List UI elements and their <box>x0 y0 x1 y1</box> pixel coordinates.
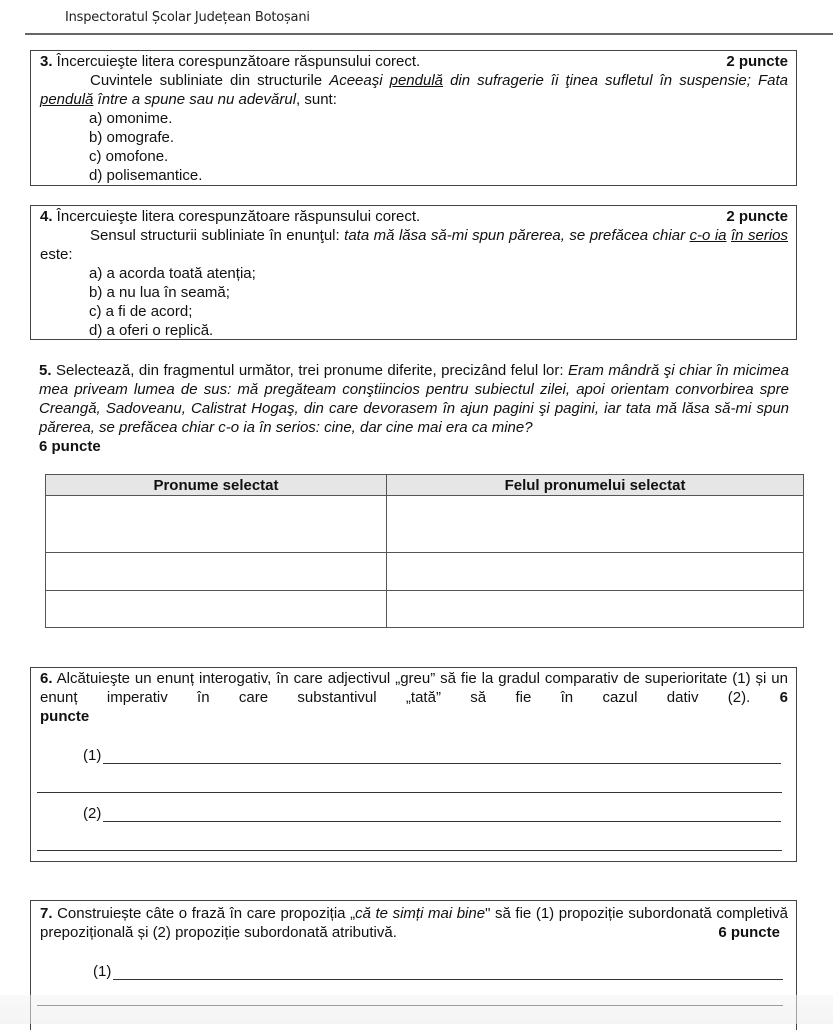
answer-label-1: (1) <box>93 963 112 980</box>
pronoun-type-cell[interactable] <box>387 496 804 553</box>
pronoun-cell[interactable] <box>46 591 387 628</box>
table-row <box>46 591 804 628</box>
question-4-box <box>30 205 797 340</box>
option-d[interactable]: d) a oferi o replică. <box>89 322 214 339</box>
table-row <box>46 553 804 591</box>
pronoun-type-cell[interactable] <box>387 553 804 591</box>
answer-line-2b[interactable] <box>37 850 782 851</box>
question-3-box <box>30 50 797 186</box>
pronoun-cell[interactable] <box>46 496 387 553</box>
question-7-text: 7. Construiește câte o frază în care propoziția „că te simți mai bine" să fie (1) propoziție subordonată completivă prepozițională și (2) propoziție subordonată atributivă. <box>40 905 789 941</box>
answer-line-1b[interactable] <box>37 792 782 793</box>
question-4-points: 2 puncte <box>726 208 788 225</box>
pronoun-type-cell[interactable] <box>387 591 804 628</box>
question-3-header <box>40 52 788 71</box>
answer-line-1a[interactable] <box>103 763 781 764</box>
question-4-header <box>40 207 788 226</box>
answer-label-1: (1) <box>83 747 102 764</box>
header-divider <box>25 33 833 35</box>
option-a[interactable]: a) omonime. <box>89 110 173 127</box>
question-3-points: 2 puncte <box>726 53 788 70</box>
question-5-text: 5. Selectează, din fragmentul următor, trei pronume diferite, precizând felul lor: Eram mândră şi chiar în micimea mea priveam lumea de sus: mă pregăteam conştiincios pentru subiectul zilei, apoi orientam convorbirea spre Creangă, Sadoveanu, Calistrat Hogaş, din care devorasem în ajun pagini şi pagini, iar tata mă lăsa să-mi spun părerea, se prefăcea chiar c-o ia în serios: cine, dar cine mai era ca mine? 6 puncte <box>39 362 789 455</box>
option-c[interactable]: c) omofone. <box>89 148 169 165</box>
option-a[interactable]: a) a acorda toată atenția; <box>89 265 256 282</box>
question-6-box <box>30 667 797 862</box>
answer-line-2a[interactable] <box>103 821 781 822</box>
question-4-stem: Sensul structurii subliniate în enunţul: tata mă lăsa să-mi spun părerea, se prefăcea chiar c-o ia în serios este: <box>40 227 788 263</box>
question-6-text: 6. Alcătuieşte un enunț interogativ, în care adjectivul „greu” să fie la gradul comparativ de superioritate (1) și un enunț imperativ în care substantivul „tată” să fie în cazul dativ (2). 6 <box>40 670 788 706</box>
answer-line-1a[interactable] <box>113 979 783 980</box>
question-4-instruction: 4. Încercuieşte litera corespunzătoare răspunsului corect. <box>40 208 421 225</box>
pronoun-table <box>45 474 804 628</box>
question-6-points-word: puncte <box>40 708 90 725</box>
answer-label-2: (2) <box>83 805 102 822</box>
option-b[interactable]: b) omografe. <box>89 129 175 146</box>
option-c[interactable]: c) a fi de acord; <box>89 303 193 320</box>
pronoun-cell[interactable] <box>46 553 387 591</box>
table-row <box>46 496 804 553</box>
question-6-points-number: 6 <box>779 689 788 706</box>
question-7-points: 6 puncte <box>718 924 780 941</box>
question-3-stem: Cuvintele subliniate din structurile Aceeaşi pendulă din sufragerie îi ţinea sufletul în suspensie; Fata pendulă între a spune sau nu adevărul, sunt: <box>40 72 788 108</box>
column-header-pronoun-type: Felul pronumelui selectat <box>387 475 804 496</box>
question-3-instruction: 3. Încercuieşte litera corespunzătoare răspunsului corect. <box>40 53 421 70</box>
option-b[interactable]: b) a nu lua în seamă; <box>89 284 230 301</box>
column-header-pronoun: Pronume selectat <box>46 475 387 496</box>
page-header-title: Inspectoratul Școlar Județean Botoșani <box>65 10 310 25</box>
option-d[interactable]: d) polisemantice. <box>89 167 203 184</box>
page-bottom-edge <box>0 995 833 1024</box>
question-5-points: 6 puncte <box>39 438 101 455</box>
